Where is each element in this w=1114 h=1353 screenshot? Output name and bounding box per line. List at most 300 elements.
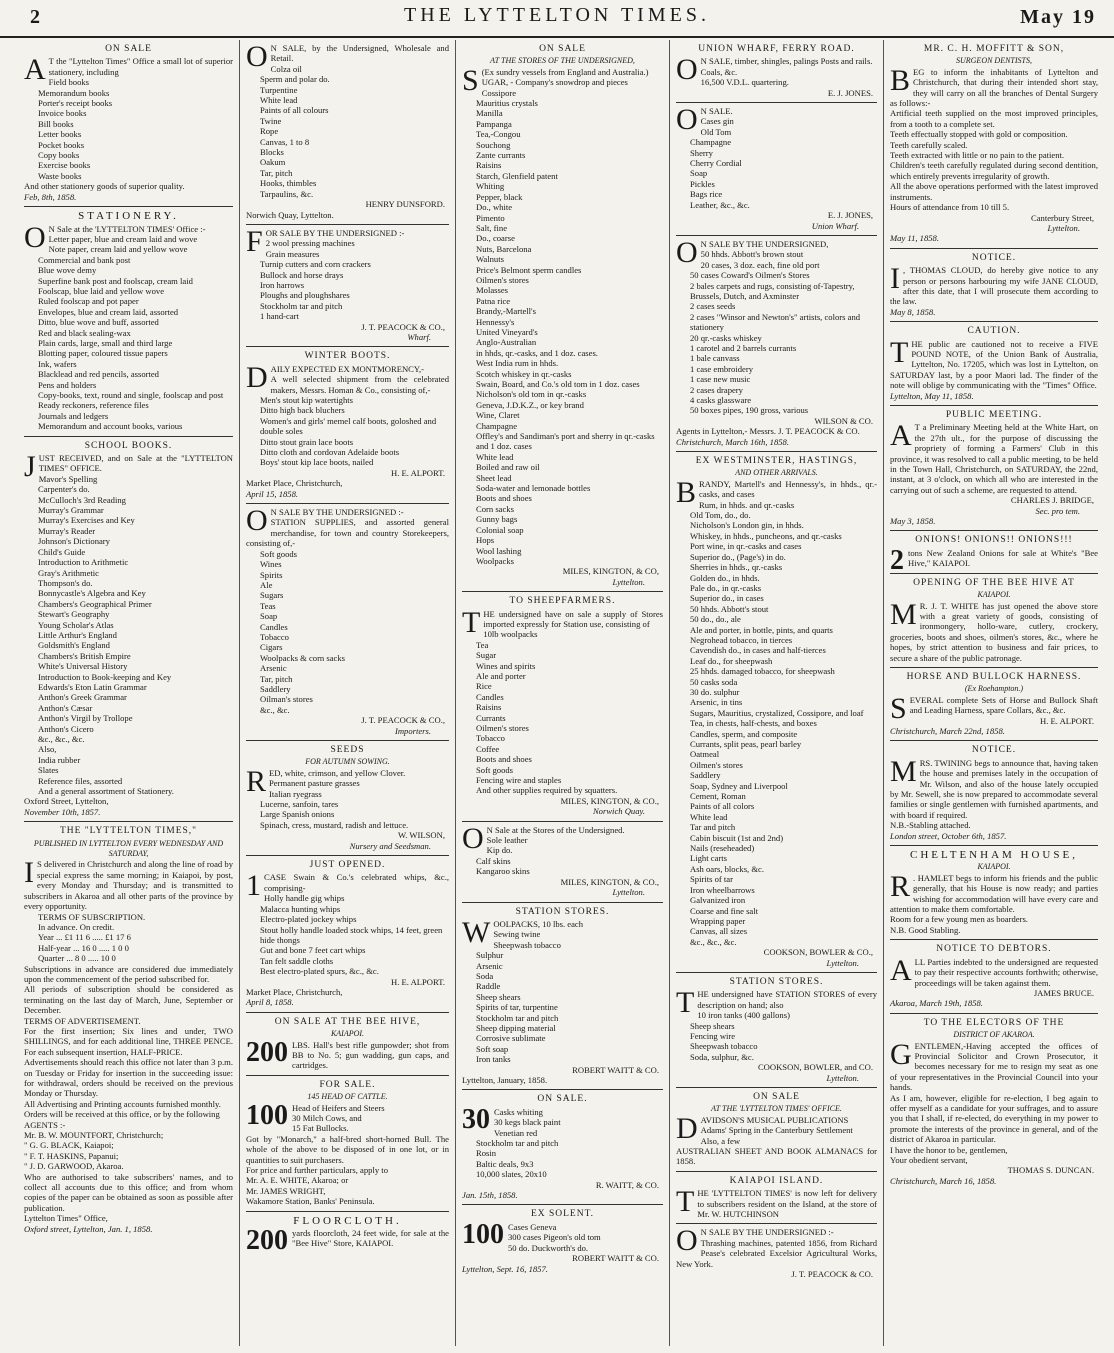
list-item: Pocket books (38, 139, 85, 150)
ad-text: N SALE BY THE UNDERSIGNED :- (270, 507, 404, 518)
item-list (462, 629, 663, 796)
list-item: Soap, Sydney and Liverpool (690, 780, 788, 791)
ad-text: Adams' Spring in the Canterbury Settlement (700, 1125, 853, 1136)
list-item: Pampanga (476, 118, 512, 129)
advertisement (890, 846, 1098, 940)
list-item: Gunny bags (476, 514, 518, 525)
ad-heading: FLOORCLOTH. (293, 1214, 402, 1227)
list-item: 1 case new music (690, 374, 751, 385)
list-item: Malacca hunting whips (260, 903, 341, 914)
list-item: Oilmen's stores (476, 274, 529, 285)
list-item: Superfine bank post and foolscap, cream laid (38, 275, 193, 286)
list-item: Plain cards, large, small and third large (38, 337, 173, 348)
signature: J. T. PEACOCK & CO., (361, 321, 445, 332)
ad-body (890, 544, 1098, 576)
list-item: Fencing wire and staples (476, 775, 562, 786)
list-item: Letter paper, blue and cream laid and wove (48, 233, 198, 244)
list-item: 4 casks glassware (690, 395, 752, 405)
list-item: 10 iron tanks (400 gallons) (697, 1010, 790, 1021)
ad-text: HE undersigned have on sale a supply of Stores imported expressly for Station use, consisting of (483, 608, 663, 629)
item-list (676, 116, 877, 210)
list-item: Hops (476, 535, 495, 546)
list-item: Colonial soap (476, 524, 524, 535)
ad-text: S delivered in Christchurch and along the line of road by special express the same morning; in Kaiapoi, by post, every Monday and Thursday; and is transmitted to subscribers in Akaroa and all other parts of the province by every opportunity. (24, 859, 233, 912)
list-item: Blacklead and red pencils, assorted (38, 369, 159, 380)
drop-cap: D (246, 360, 268, 394)
advertisement (462, 822, 663, 903)
list-item: Commercial and bank post (38, 254, 131, 265)
signature: J. T. PEACOCK & CO. (791, 1269, 873, 1280)
list-item: 1 carotel and 2 barrels currants (690, 342, 797, 353)
advertisement (246, 504, 449, 741)
ad-text: RANDY, Martell's and Hennessy's, in hhds., qr.-casks, and cases (699, 478, 877, 500)
list-item: Child's Guide (38, 546, 86, 557)
ad-heading: UNION WHARF, FERRY ROAD. (698, 44, 855, 54)
list-item: Little Arthur's England (38, 629, 117, 640)
list-item: Ditto stout grain lace boots (260, 436, 354, 447)
list-item: Red and black sealing-wax (38, 327, 131, 338)
list-item: 10lb woolpacks (483, 629, 538, 640)
ad-text: Got by "Monarch," a half-bred short-horned Bull. The whole of the above to be disposed of in one lot, or in quantities to suit purchasers. (246, 1133, 449, 1165)
ad-date: Feb, 8th, 1858. (24, 191, 77, 202)
advertisement (890, 574, 1098, 668)
list-item: White's Universal History (38, 661, 128, 672)
list-item: Tarpaulins, &c. (260, 188, 314, 199)
ad-text: LL Parties indebted to the undersigned are requested to pay their respective accounts forthwith; otherwise, proceedings will be taken against them. (914, 956, 1098, 988)
drop-cap: D (676, 1111, 698, 1145)
ad-text: STATION SUPPLIES, and assorted general merchandise, for town and country Storekeepers, consisting of,- (246, 517, 449, 549)
ad-text: Subscriptions in advance are considered due immediately upon the commencement of the period subscribed for. (24, 963, 233, 984)
ad-text: . HAMLET begs to inform his friends and the public generally, that his House is now ready; and parties wishing for accommodation will have every care and attention to make them comfortable. (890, 872, 1098, 915)
list-item: 2 wool pressing machines (265, 238, 355, 249)
ad-subheading: (Ex Roehampton.) (964, 684, 1024, 694)
advertisement (676, 236, 877, 452)
ad-heading: ON SALE AT THE BEE HIVE, (274, 1016, 421, 1027)
advertisement (462, 903, 663, 1091)
list-item: Sherries in hhds., qr.-casks (690, 562, 783, 573)
drop-cap: 1 (246, 869, 261, 903)
ad-body (890, 754, 1098, 831)
list-item: Envelopes, blue and cream laid, assorted (38, 306, 179, 317)
item-list (246, 395, 449, 468)
drop-cap: O (676, 53, 698, 87)
ad-date: Akaroa, March 19th, 1858. (890, 998, 983, 1009)
drop-cap: T (890, 335, 909, 369)
list-item: Arsenic, in tins (690, 697, 743, 708)
ad-text: RS. TWINING begs to announce that, having taken the house and premises lately in the occupation of Mr. Wilson, and also of the house lately occupied by Mr. Sewell, she is now prepared to accommodate several families or single gentlemen with furnished apartments, and with board if required. (890, 757, 1098, 820)
drop-cap: O (246, 40, 268, 73)
signature-location: Union Wharf. (811, 220, 859, 231)
list-item: Sheep shears (476, 991, 521, 1002)
drop-cap: R (246, 764, 267, 798)
list-item: Best electro-plated spurs, &c., &c. (260, 966, 379, 977)
ad-text: T a Preliminary Meeting held at the White Hart, on the 27th ult., for the purpose of discussing the propriety of forming a Farmers' Club in this province, it was resolved to call a public meeting, to be held in the Town Hall, Christchurch, on SATURDAY, the 22nd, instant, at 3 o'clock, on which all who are interested in the carrying out of such a scheme, are requested to attend. (890, 422, 1098, 495)
list-item: Half-year ... 16 0 ..... 1 0 0 (38, 942, 129, 953)
list-item: Anthon's Greek Grammar (38, 692, 127, 703)
advertisement (676, 40, 877, 103)
item-list (24, 912, 233, 964)
ad-body (676, 1185, 877, 1220)
list-item: Negrohead tobacco, in tierces (690, 634, 793, 645)
advertisement (676, 1172, 877, 1225)
ad-text: T the "Lyttelton Times" Office a small lot of superior stationery, including (48, 56, 233, 77)
list-item: 50 do., do., ale (690, 614, 741, 625)
signature: J. T. PEACOCK & CO., (361, 715, 445, 726)
ad-date: Lyttelton, May 11, 1858. (890, 390, 974, 401)
list-item: 2 cases drapery (690, 384, 743, 395)
drop-cap: M (890, 597, 917, 631)
ad-body (246, 1099, 449, 1207)
list-item: Spirits of tar, turpentine (476, 1002, 558, 1013)
ad-text: Casks whiting (494, 1106, 543, 1117)
ad-heading: TO THE ELECTORS OF THE (923, 1017, 1065, 1028)
ad-subheading: KAIAPOI. (977, 862, 1011, 872)
signature: W. WILSON, (397, 830, 445, 841)
list-item: Introduction to Book-keeping and Key (38, 671, 172, 682)
ad-text: HE undersigned have STATION STORES of every description on hand; also (697, 989, 877, 1010)
ad-text: N SALE BY THE UNDERSIGNED, (700, 238, 829, 249)
signature: R. WAITT, & CO. (595, 1179, 659, 1190)
ad-heading: NOTICE TO DEBTORS. (936, 944, 1052, 955)
ad-body (246, 1225, 449, 1257)
list-item: Do., white (476, 202, 513, 213)
ad-text: N SALE. (700, 106, 733, 117)
ad-text: LBS. Hall's best rifle gunpowder; shot from BB to No. 5; gun wadding, gun caps, and cartridges. (292, 1039, 449, 1071)
list-item: Memorandum books (38, 87, 110, 98)
ad-text: 30 Milch Cows, and (292, 1113, 362, 1123)
list-item: Cases gin (700, 116, 734, 127)
ad-body (676, 1111, 877, 1167)
ad-text: N SALE BY THE UNDERSIGNED :- (700, 1227, 834, 1238)
ad-body (890, 419, 1098, 495)
list-item: Tobacco (260, 631, 289, 642)
drop-cap: I (24, 856, 34, 890)
list-item: Anthon's Virgil by Trollope (38, 713, 133, 724)
ad-date: November 10th, 1857. (24, 806, 101, 817)
ad-body (246, 504, 449, 549)
list-item: Mavor's Spelling (38, 473, 98, 484)
issue-date: May 19 (1020, 6, 1096, 28)
ad-text: OOLPACKS, 10 lbs. each (493, 918, 584, 929)
drop-cap: M (890, 754, 917, 788)
ad-text: Artificial teeth supplied on the most improved principles, from a tooth to a complete set. (890, 108, 1098, 129)
list-item: Gut and bone 7 feet cart whips (260, 945, 366, 956)
list-item: 50 hhds. Abbott's stout (690, 603, 769, 614)
ad-text: yards floorcloth, 24 feet wide, for sale at the "Bee Hive" Store, KAIAPOI. (292, 1228, 449, 1249)
list-item: Women's and girls' memel calf boots, goloshed and double soles (260, 415, 437, 437)
list-item: 10,000 slates, 20x10 (476, 1169, 547, 1180)
ad-text: Also, a few (700, 1135, 741, 1146)
ad-text: Head of Heifers and Steers (292, 1102, 385, 1113)
ad-date: May 8, 1858. (890, 306, 936, 317)
ad-date: April 8, 1858. (246, 997, 294, 1008)
signature-location: Norwich Quay. (592, 806, 645, 817)
list-item: White lead (476, 451, 514, 462)
list-item: Sugars, Mauritius, crystalized, Cossipore, and loaf (690, 707, 864, 718)
list-item: Murray's Exercises and Key (38, 515, 135, 526)
list-item: Oilmen's stores (690, 759, 743, 770)
ad-text: Wakamore Station, Banks' Peninsula. (246, 1196, 375, 1207)
ad-heading: THE "LYTTELTON TIMES," (59, 826, 198, 837)
ad-text: AGENTS :- (24, 1119, 66, 1130)
ad-heading: ON SALE. (537, 1094, 588, 1105)
advertisement (246, 741, 449, 856)
ad-text: Children's teeth carefully regulated during second dentition, which entirely prevents irregularity of growth. (890, 160, 1098, 181)
ad-heading: NOTICE. (971, 745, 1017, 756)
ad-heading: KAIAPOI ISLAND. (729, 1175, 824, 1186)
ad-body (462, 1218, 663, 1253)
list-item: &c., &c. (260, 704, 290, 715)
advertisement (676, 1224, 877, 1283)
drop-cap: O (24, 220, 46, 254)
ad-subheading: PUBLISHED IN LYTTELTON EVERY WEDNESDAY AND SATURDAY, (33, 838, 224, 859)
item-list (462, 1128, 663, 1180)
ad-text: EG to inform the inhabitants of Lyttelton and Christchurch, that during their intended short stay, they will carry on all the branches of Dental Surgery as follows:- (890, 66, 1098, 109)
list-item: Kangaroo skins (476, 866, 530, 877)
signature-location: Sec. pro tem. (1035, 505, 1080, 516)
drop-cap: F (246, 224, 263, 258)
list-item: Year ... £1 11 6 ..... £1 17 6 (38, 932, 131, 943)
drop-cap: A (890, 419, 912, 453)
ad-text: For price and further particulars, apply to (246, 1165, 388, 1176)
ad-body (890, 869, 1098, 935)
list-item: Golden do., in hhds. (690, 572, 760, 583)
list-item: Boots and shoes (476, 493, 532, 504)
quantity-numeral: 200 (246, 1225, 288, 1257)
list-item: Pens and holders (38, 379, 97, 390)
advertisement (246, 1076, 449, 1212)
list-item: Bags rice (690, 189, 723, 200)
advertisement (246, 40, 449, 225)
ad-text: AUSTRALIAN SHEET AND BOOK ALMANACS for 1858. (676, 1146, 877, 1167)
list-item: Soft goods (476, 764, 514, 775)
list-item: Arsenic (476, 960, 503, 971)
item-list (24, 234, 233, 432)
list-item: Chambers's British Empire (38, 650, 131, 661)
list-item: Canvas, all sizes (690, 926, 748, 937)
advertisement (24, 40, 233, 207)
ad-text: Mr. JAMES WRIGHT, (246, 1185, 326, 1196)
list-item: West India rum in hhds. (476, 358, 559, 369)
item-list (462, 88, 663, 567)
advertisement (246, 1013, 449, 1076)
list-item: Cherry Cordial (690, 158, 742, 169)
list-item: Soda (476, 970, 494, 981)
list-item: Tea, in chests, half-chests, and boxes (690, 718, 817, 729)
list-item: Saddlery (260, 683, 291, 694)
ad-heading: STATION STORES. (729, 976, 824, 987)
advertisement (676, 452, 877, 973)
list-item: Goldsmith's England (38, 640, 110, 651)
ad-date: Lyttelton, Sept. 16, 1857. (462, 1263, 548, 1274)
signature: H. E. ALPORT. (1040, 715, 1094, 726)
list-item: Raisins (476, 160, 502, 171)
signature-location: Lyttelton. (612, 887, 645, 898)
list-item: Copy-books, text, round and single, foolscap and post (38, 390, 224, 400)
advertisement (676, 1088, 877, 1172)
list-item: Boys' stout kip lace boots, nailed (260, 457, 374, 468)
advertisement (462, 1205, 663, 1277)
address-line: Market Place, Christchurch, (246, 986, 343, 997)
ad-subheading: KAIAPOI. (330, 1029, 365, 1039)
drop-cap: B (890, 63, 911, 97)
list-item: Electro-plated jockey whips (260, 914, 357, 925)
list-item: Port wine, in qr.-casks and cases (690, 541, 802, 552)
signature: ROBERT WAITT & CO. (572, 1064, 659, 1075)
list-item: Offley's and Sandiman's port and sherry in qr.-casks and 1 doz. cases (476, 431, 655, 452)
list-item: Large Spanish onions (260, 809, 335, 820)
list-item: Saddlery (690, 770, 721, 781)
list-item: Canvas, 1 to 8 (260, 136, 310, 147)
list-item: Leaf do., for sheepwash (690, 655, 773, 666)
list-item: Quarter ... 8 0 ..... 10 0 (38, 953, 116, 964)
advertisement (890, 40, 1098, 249)
signature: THOMAS S. DUNCAN. (1007, 1165, 1094, 1176)
ad-heading: NOTICE. (971, 252, 1017, 263)
list-item: Cavendish do., in cases and half-tierces (690, 645, 826, 656)
ad-text: N.B. Good Stabling. (890, 924, 961, 935)
item-list (246, 778, 449, 830)
advertisement (890, 668, 1098, 741)
ad-text: " J. D. GARWOOD, Akaroa. (24, 1161, 124, 1172)
ad-text: Who are authorised to take subscribers' names, and to collect all accounts due to this office; and from whom copies of the paper can be obtained as soon as possible after publication. (24, 1171, 233, 1213)
ad-heading: SCHOOL BOOKS. (84, 440, 173, 451)
ad-body (24, 856, 233, 912)
list-item: And a general assortment of Stationery. (38, 786, 174, 797)
list-item: Iron harrows (260, 279, 305, 290)
signature-location: Nursery and Seedsman. (349, 840, 431, 851)
list-item: Sheepwash tobacco (493, 939, 561, 950)
list-item: Blotting paper, coloured tissue papers (38, 348, 168, 359)
ad-text: ED, white, crimson, and yellow Clover. (269, 767, 406, 778)
ad-text: I have the honor to be, gentlemen, (890, 1144, 1008, 1155)
list-item: Stout holly handle loaded stock whips, 14 feet, green hide thongs (260, 924, 443, 945)
list-item: Foolscap, blue laid and yellow wove (38, 285, 165, 296)
list-item: Teas (260, 600, 276, 611)
list-item: Copy books (38, 150, 80, 161)
ad-heading: HORSE AND BULLOCK HARNESS. (906, 671, 1082, 682)
list-item: Journals and ledgers (38, 410, 109, 421)
ad-text: A well selected shipment from the celebrated makers, Messrs. Homan & Co., consisting of,- (270, 374, 449, 395)
ad-text: TERMS OF ADVERTISEMENT. (24, 1015, 141, 1026)
ad-footnote (24, 181, 233, 191)
signature-location: Lyttelton. (1047, 222, 1080, 233)
ad-text: Teeth extracted with little or no pain to the patient. (890, 150, 1065, 161)
signature: E. J. JONES. (827, 87, 873, 98)
ad-text: Teeth carefully scaled. (890, 139, 968, 150)
list-item: Men's stout kip watertights (260, 395, 353, 405)
list-item: 50 casks soda (690, 676, 738, 687)
list-item: Currants, split peas, pearl barley (690, 739, 802, 749)
advertisement (462, 40, 663, 592)
list-item: Turnip cutters and corn crackers (260, 259, 371, 270)
signature: JAMES BRUCE. (1033, 987, 1094, 998)
list-item: Soda-water and lemonade bottles (476, 483, 591, 494)
ad-text: tons New Zealand Onions for sale at White's "Bee Hive," KAIAPOI. (908, 547, 1098, 569)
address-line: Lyttelton, January, 1858. (462, 1075, 548, 1085)
ad-text: And other stationery goods of superior quality. (24, 181, 185, 192)
advertisement (24, 207, 233, 437)
ad-text: Coals, &c. (700, 66, 738, 77)
ad-text: OR SALE BY THE UNDERSIGNED :- (265, 227, 405, 238)
list-item: 2 cases "Winsor and Newton's" artists, colors and stationery (690, 311, 861, 333)
list-item: Walnuts (476, 254, 504, 265)
list-item: Patna rice (476, 295, 511, 306)
drop-cap: I (890, 262, 900, 296)
list-item: Memorandum and account books, various (38, 421, 183, 432)
list-item: In advance. On credit. (38, 921, 115, 932)
ad-heading: ON SALE (105, 44, 152, 54)
list-item: Spirits of tar (690, 874, 733, 885)
list-item: Sheet lead (476, 472, 512, 483)
ad-text: 50 do. Duckworth's do. (508, 1242, 589, 1253)
list-item: Nuts, Barcelona (476, 243, 532, 254)
signature: H. E. ALPORT. (391, 976, 445, 987)
drop-cap: S (462, 63, 479, 97)
ad-text: " F. T. HASKINS, Papanui; (24, 1150, 119, 1161)
ad-text: Thrashing machines, patented 1856, from Richard Pease's celebrated Excelsior Agricultural Works, New York. (676, 1237, 877, 1269)
quantity-numeral: 100 (246, 1099, 288, 1131)
drop-cap: O (246, 504, 268, 538)
ad-heading: ON SALE (753, 1092, 800, 1102)
list-item: 20 cases, 3 doz. each, fine old port (700, 259, 820, 270)
ad-date: Christchurch, March 16th, 1858. (676, 436, 789, 447)
list-item: Manilla (476, 108, 503, 119)
list-item: Woolpacks & corn sacks (260, 652, 345, 663)
column-4 (670, 40, 884, 1346)
drop-cap: A (24, 53, 46, 87)
list-item: Cement, Roman (690, 791, 746, 802)
list-item: Sheepwash tobacco (690, 1041, 758, 1052)
item-list (24, 474, 233, 797)
list-item: Tar and pitch (690, 822, 736, 833)
advertisement (462, 1090, 663, 1205)
list-item: Tea,-Congou (476, 129, 521, 140)
list-item: Soda, sulphur, &c. (690, 1051, 754, 1062)
ad-subheading: KAIAPOI. (977, 590, 1011, 600)
list-item: Blocks (260, 147, 284, 158)
list-item: Salt, fine (476, 222, 508, 233)
ad-subheading: AT THE STORES OF THE UNDERSIGNED, (490, 56, 635, 66)
list-item: Baltic deals, 9x3 (476, 1158, 534, 1169)
list-item: Soap (260, 611, 278, 622)
ad-heading: EX SOLENT. (530, 1209, 595, 1220)
ad-body (676, 53, 877, 88)
list-item: Iron tanks (476, 1054, 511, 1065)
list-item: Ditto high back bluchers (260, 405, 345, 416)
advertisement (24, 822, 233, 1238)
signature-location: Lyttelton. (826, 957, 859, 968)
list-item: Whiskey, in hhds., puncheons, and qr.-casks (690, 530, 842, 541)
item-list (676, 1010, 877, 1062)
ad-heading: CHELTENHAM HOUSE, (910, 849, 1078, 862)
ad-text: All Advertising and Printing accounts furnished monthly. (24, 1098, 221, 1109)
list-item: Do., coarse (476, 233, 515, 244)
ad-body (246, 360, 449, 395)
ad-footnote (24, 964, 233, 1214)
ad-heading: ONIONS! ONIONS!! ONIONS!!! (915, 535, 1073, 546)
ad-text: (Ex sundry vessels from England and Australia.) (481, 66, 649, 77)
list-item: Stockholm tar and pitch (260, 300, 343, 311)
quantity-numeral: 100 (462, 1218, 504, 1250)
list-item: Ale (260, 579, 273, 590)
ad-text: R. J. T. WHITE has just opened the above store with a great variety of goods, consisting of ironmongery, hollo-ware, cutlery, crockery, groceries, boots and shoes, oilmen's stores, &c., where he hopes, by strict attention to business and fair prices, to secure a share of the public patronage. (890, 600, 1098, 663)
list-item: Wine, Claret (476, 410, 520, 421)
list-item: White lead (690, 811, 728, 822)
ad-heading: EX WESTMINSTER, HASTINGS, (695, 456, 858, 467)
list-item: Coffee (476, 743, 500, 754)
list-item: Bonnycastle's Algebra and Key (38, 588, 146, 599)
